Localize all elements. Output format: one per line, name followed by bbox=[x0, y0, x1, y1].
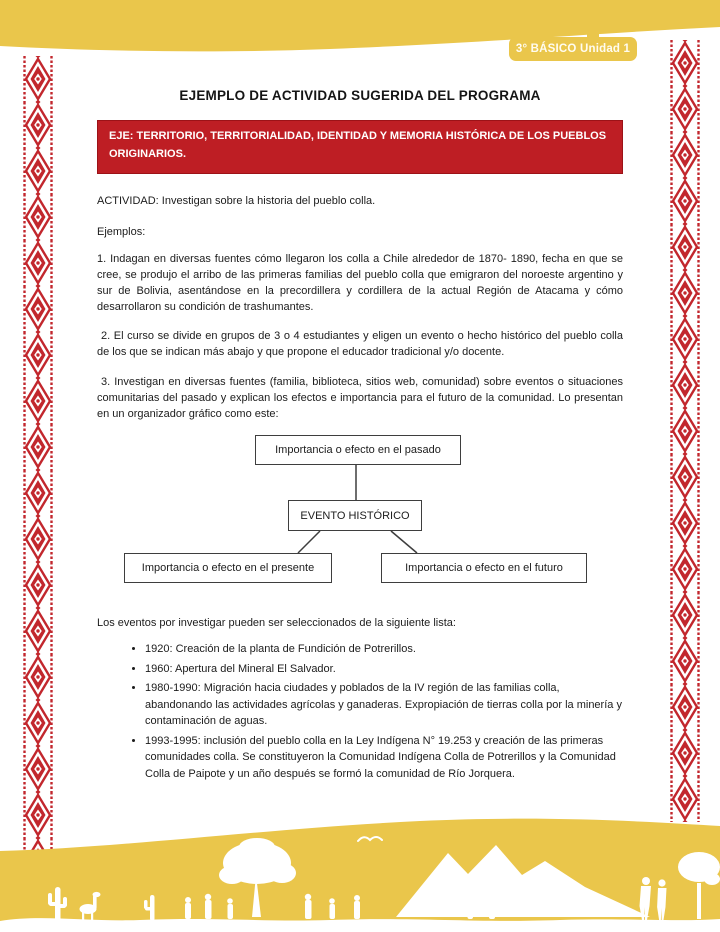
landscape-silhouettes-icon bbox=[0, 817, 720, 932]
andean-textile-pattern-icon bbox=[23, 56, 53, 852]
eje-banner: EJE: TERRITORIO, TERRITORIALIDAD, IDENTIDAD Y MEMORIA HISTÓRICA DE LOS PUEBLOS ORIGINARIOS. bbox=[97, 120, 623, 174]
diagram-box-event: EVENTO HISTÓRICO bbox=[288, 500, 422, 531]
paragraph-3: 3. Investigan en diversas fuentes (familia, biblioteca, sitios web, comunidad) sobre eventos o situaciones comunitarias del pasado y explican los efectos e importancia para el futuro de la comunidad. Lo presentan en un organizador gráfico como este: bbox=[97, 375, 623, 420]
unit-badge: 3° BÁSICO Unidad 1 bbox=[509, 37, 637, 61]
event-item: • 1980-1990: Migración hacia ciudades y poblados de la IV región de las familias colla, abandonando las actividades agrícolas y ganaderas. Expropiación de tierras colla por la minería y contaminación de aguas. bbox=[145, 680, 623, 730]
events-intro: Los eventos por investigar pueden ser seleccionados de la siguiente lista: bbox=[97, 617, 456, 630]
diagram-box-future: Importancia o efecto en el futuro bbox=[381, 553, 587, 583]
event-item: • 1960: Apertura del Mineral El Salvador. bbox=[145, 661, 623, 678]
diagram-box-present: Importancia o efecto en el presente bbox=[124, 553, 332, 583]
activity-line: ACTIVIDAD: Investigan sobre la historia del pueblo colla. bbox=[97, 194, 376, 207]
event-item: • 1920: Creación de la planta de Fundición de Potrerillos. bbox=[145, 641, 623, 658]
document-content bbox=[97, 88, 623, 785]
organizer-diagram bbox=[97, 435, 623, 585]
paragraph-2: 2. El curso se divide en grupos de 3 o 4 estudiantes y eligen un evento o hecho histórico del pueblo colla de los que se indican más abajo y que propone el educador tradicional y/o docente. bbox=[97, 330, 623, 359]
events-list bbox=[97, 641, 623, 782]
diagram-box-past: Importancia o efecto en el pasado bbox=[255, 435, 461, 465]
andean-textile-pattern-icon bbox=[670, 40, 700, 822]
examples-label: Ejemplos: bbox=[97, 225, 146, 238]
event-item: • 1993-1995: inclusión del pueblo colla en la Ley Indígena N° 19.253 y creación de las primeras comunidades colla. Se constituyeron la Comunidad Indígena Colla de Potrerillos y la Comunidad Colla de Paipote y un año después se formó la comunidad de Río Jorquera. bbox=[145, 733, 623, 783]
paragraph-1: 1. Indagan en diversas fuentes cómo llegaron los colla a Chile alrededor de 1870- 1890, fecha en que se cree, se produjo el arribo de las primeras familias del pueblo colla que emigraron del noroeste argentino y sur de Bolivia, asentándose en la precordillera y cordillera de la actual Región de Atacama y cómo desarrollaron su condición de trashumantes. bbox=[97, 252, 623, 314]
page-title: EJEMPLO DE ACTIVIDAD SUGERIDA DEL PROGRAMA bbox=[179, 88, 541, 103]
